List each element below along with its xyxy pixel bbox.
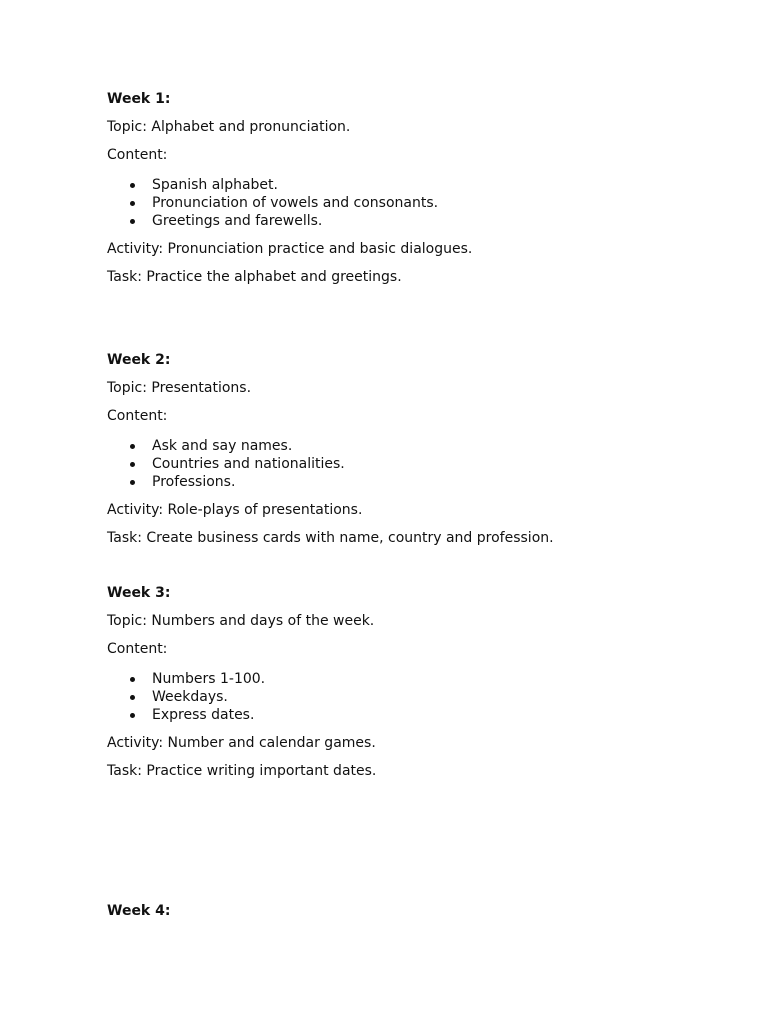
list-item: Countries and nationalities. <box>107 455 707 473</box>
week-2-topic: Topic: Presentations. <box>107 380 252 396</box>
week-1-content-label: Content: <box>107 147 168 163</box>
week-3-content-list <box>107 670 707 724</box>
bullet-icon <box>130 219 135 224</box>
week-1-section <box>107 91 707 286</box>
bullet-icon <box>130 462 135 467</box>
list-item: Spanish alphabet. <box>107 176 707 194</box>
week-3-section <box>107 585 707 780</box>
week-1-topic: Topic: Alphabet and pronunciation. <box>107 119 351 135</box>
week-1-activity: Activity: Pronunciation practice and basic dialogues. <box>107 241 473 257</box>
list-item: Express dates. <box>107 706 707 724</box>
list-item: Ask and say names. <box>107 437 707 455</box>
week-2-heading: Week 2: <box>107 352 171 368</box>
week-4-heading: Week 4: <box>107 903 171 919</box>
week-4-section <box>107 903 707 920</box>
week-2-content-label: Content: <box>107 408 168 424</box>
bullet-icon <box>130 444 135 449</box>
bullet-icon <box>130 480 135 485</box>
week-2-content-list <box>107 437 707 491</box>
week-3-task: Task: Practice writing important dates. <box>107 763 377 779</box>
week-1-heading: Week 1: <box>107 91 171 107</box>
list-item: Professions. <box>107 473 707 491</box>
week-3-heading: Week 3: <box>107 585 171 601</box>
list-item: Pronunciation of vowels and consonants. <box>107 194 707 212</box>
bullet-icon <box>130 183 135 188</box>
bullet-icon <box>130 713 135 718</box>
list-item: Weekdays. <box>107 688 707 706</box>
week-3-topic: Topic: Numbers and days of the week. <box>107 613 375 629</box>
week-2-task: Task: Create business cards with name, country and profession. <box>107 530 554 546</box>
list-item: Numbers 1-100. <box>107 670 707 688</box>
week-1-content-list <box>107 176 707 230</box>
week-3-activity: Activity: Number and calendar games. <box>107 735 376 751</box>
bullet-icon <box>130 677 135 682</box>
week-1-task: Task: Practice the alphabet and greetings. <box>107 269 402 285</box>
week-2-activity: Activity: Role-plays of presentations. <box>107 502 363 518</box>
bullet-icon <box>130 201 135 206</box>
list-item: Greetings and farewells. <box>107 212 707 230</box>
week-2-section <box>107 352 707 547</box>
bullet-icon <box>130 695 135 700</box>
week-3-content-label: Content: <box>107 641 168 657</box>
